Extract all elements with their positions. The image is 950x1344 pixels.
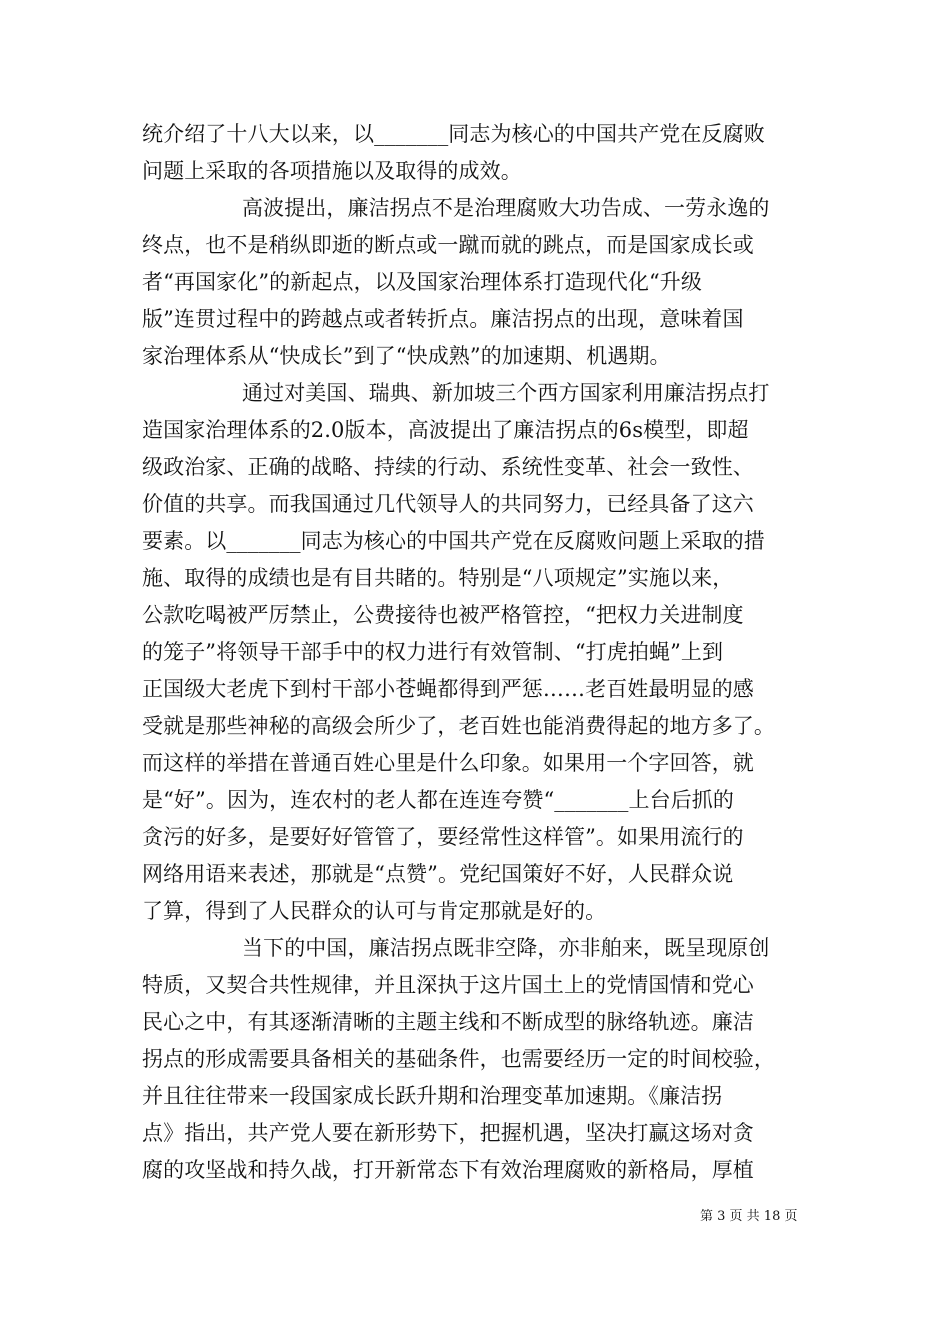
text-line: 民心之中，有其逐渐清晰的主题主线和不断成型的脉络轨迹。廉洁: [142, 1010, 754, 1034]
text-line: 当下的中国，廉洁拐点既非空降，亦非舶来，既呈现原创: [242, 936, 770, 960]
text-line: 受就是那些神秘的高级会所少了，老百姓也能消费得起的地方多了。: [142, 714, 775, 738]
text-line: 贪污的好多，是要好好管管了，要经常性这样管”。如果用流行的: [142, 825, 744, 849]
body-text: [142, 116, 822, 1189]
text-line: 家治理体系从“快成长”到了“快成熟”的加速期、机遇期。: [142, 344, 671, 368]
text-line: 施、取得的成绩也是有目共睹的。特别是“八项规定”实施以来，: [142, 566, 734, 590]
text-line: 特质，又契合共性规律，并且深执于这片国土上的党情国情和党心: [142, 973, 754, 997]
text-line: 公款吃喝被严厉禁止，公费接待也被严格管控，“把权力关进制度: [142, 603, 744, 627]
text-line: 的笼子”将领导干部手中的权力进行有效管制、“打虎拍蝇”上到: [142, 640, 724, 664]
text-line: 网络用语来表述，那就是“点赞”。党纪国策好不好，人民群众说: [142, 862, 734, 886]
text-line: 版”连贯过程中的跨越点或者转折点。廉洁拐点的出现，意味着国: [142, 307, 744, 331]
text-line: 而这样的举措在普通百姓心里是什么印象。如果用一个字回答，就: [142, 751, 754, 775]
text-line: 是“好”。因为，连农村的老人都在连连夸赞“_______上台后抓的: [142, 788, 735, 812]
text-line: 通过对美国、瑞典、新加坡三个西方国家利用廉洁拐点打: [242, 381, 770, 405]
text-line: 并且往往带来一段国家成长跃升期和治理变革加速期。《廉洁拐: [142, 1084, 723, 1108]
text-line: 了算，得到了人民群众的认可与肯定那就是好的。: [142, 899, 607, 923]
text-line: 级政治家、正确的战略、持续的行动、系统性变革、社会一致性、: [142, 455, 754, 479]
text-line: 者“再国家化”的新起点，以及国家治理体系打造现代化“升级: [142, 270, 703, 294]
text-line: 价值的共享。而我国通过几代领导人的共同努力，已经具备了这六: [142, 492, 754, 516]
text-line: 拐点的形成需要具备相关的基础条件，也需要经历一定的时间校验，: [142, 1047, 775, 1071]
text-line: 要素。以_______同志为核心的中国共产党在反腐败问题上采取的措: [142, 529, 765, 553]
text-line: 造国家治理体系的2.0版本，高波提出了廉洁拐点的6s模型，即超: [142, 418, 749, 442]
text-line: 点》指出，共产党人要在新形势下，把握机遇，坚决打赢这场对贪: [142, 1121, 754, 1145]
page-number-footer: 第 3 页 共 18 页: [700, 1209, 798, 1224]
text-line: 高波提出，廉洁拐点不是治理腐败大功告成、一劳永逸的: [242, 196, 770, 220]
text-line: 正国级大老虎下到村干部小苍蝇都得到严惩……老百姓最明显的感: [142, 677, 754, 701]
text-line: 腐的攻坚战和持久战，打开新常态下有效治理腐败的新格局，厚植: [142, 1158, 754, 1182]
text-line: 终点，也不是稍纵即逝的断点或一蹴而就的跳点，而是国家成长或: [142, 233, 754, 257]
text-line: 问题上采取的各项措施以及取得的成效。: [142, 159, 522, 183]
text-line: 统介绍了十八大以来，以_______同志为核心的中国共产党在反腐败: [142, 122, 765, 146]
